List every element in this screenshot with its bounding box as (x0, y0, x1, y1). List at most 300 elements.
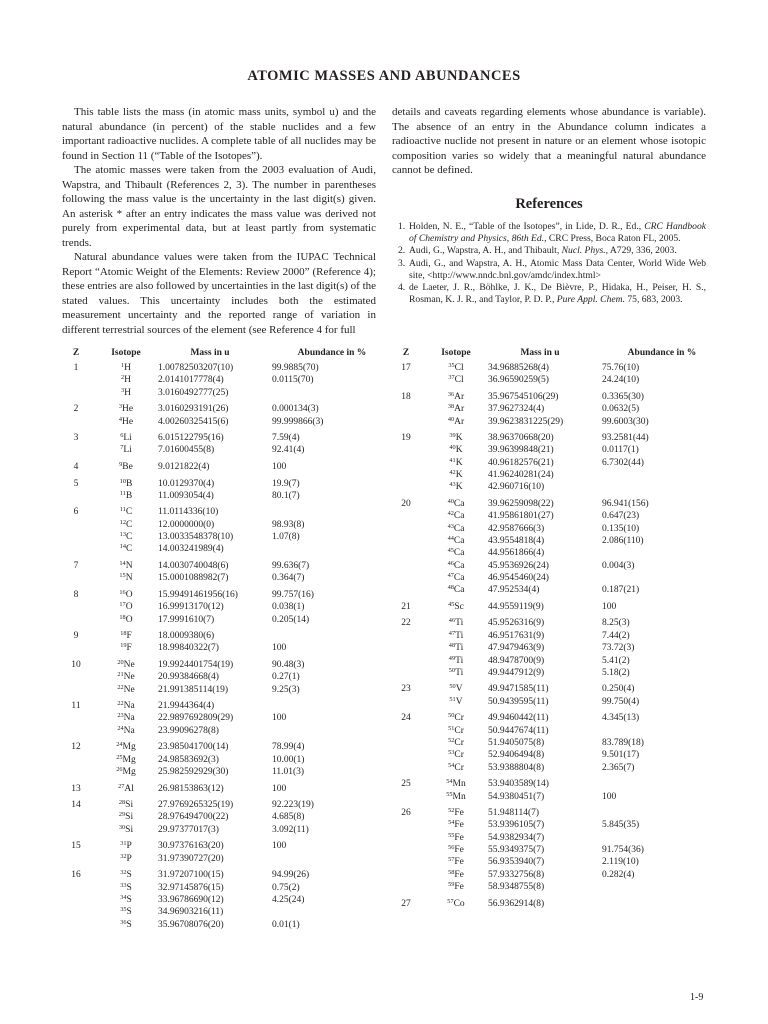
table-row (392, 844, 722, 856)
table-row (392, 881, 722, 893)
isotope (96, 725, 156, 737)
mass-number: 40 (447, 498, 454, 505)
mass-number: 39 (449, 432, 456, 440)
isotope (426, 898, 486, 910)
mass-number: 53 (448, 749, 455, 757)
mass-value: 32.97145876(15) (158, 882, 224, 893)
abundance-value: 0.3365(30) (602, 391, 644, 402)
reference-number: 4. (398, 282, 406, 294)
reference-details: , A729, 336, 2003. (605, 245, 677, 257)
isotope (96, 572, 156, 584)
atomic-number: 5 (73, 478, 79, 489)
atomic-number: 24 (401, 713, 411, 724)
element-symbol: C (125, 544, 133, 555)
reference-number: 2. (398, 245, 406, 257)
abundance-value: 100 (602, 601, 617, 612)
isotope (96, 387, 156, 399)
isotope (96, 712, 156, 724)
abundance-value: 0.187(21) (602, 585, 640, 596)
element-symbol: Ca (453, 560, 465, 571)
element-symbol: Cr (454, 750, 464, 761)
isotope (96, 630, 156, 642)
isotope (426, 457, 486, 469)
abundance-value: 6.7302(44) (602, 457, 644, 468)
table-row (62, 811, 392, 823)
atomic-number: 4 (73, 461, 79, 472)
abundance-value: 9.501(17) (602, 750, 640, 761)
mass-number: 3 (120, 386, 125, 394)
element-symbol: Ti (455, 630, 464, 641)
mass-number: 2 (120, 374, 125, 382)
table-row (392, 778, 722, 790)
isotope (96, 783, 156, 795)
isotope (96, 671, 156, 683)
table-row (392, 832, 722, 844)
table-row (392, 725, 722, 737)
mass-number: 42 (447, 510, 454, 518)
element-symbol: Ca (453, 536, 465, 547)
abundance-value: 7.59(4) (272, 433, 300, 444)
element-symbol: Ca (453, 523, 465, 534)
isotope (96, 478, 156, 490)
isotope (426, 762, 486, 774)
element-symbol: Co (453, 898, 465, 909)
isotope (426, 807, 486, 819)
mass-value: 38.96370668(20) (488, 433, 554, 444)
isotope (96, 403, 156, 415)
mass-value: 47.9479463(9) (488, 643, 545, 654)
mass-value: 44.9561866(4) (488, 548, 545, 559)
isotope (426, 630, 486, 642)
mass-number: 22 (117, 700, 124, 708)
mass-value: 48.9478700(9) (488, 655, 545, 666)
isotope (426, 584, 486, 596)
mass-number: 38 (447, 403, 455, 411)
atomic-number: 1 (73, 363, 79, 373)
atomic-number: 13 (71, 783, 81, 794)
isotope (96, 659, 156, 671)
table-row (62, 519, 392, 531)
isotope (96, 894, 156, 906)
mass-number: 49 (448, 654, 456, 662)
element-symbol: Ti (455, 643, 464, 654)
mass-value: 19.9924401754(19) (158, 659, 234, 670)
table-row (392, 712, 722, 724)
abundance-value: 2.119(10) (602, 857, 639, 868)
mass-number: 40 (447, 415, 455, 423)
mass-value: 53.9388804(8) (488, 762, 545, 773)
isotope (96, 853, 156, 865)
atomic-number: 10 (71, 659, 81, 670)
abundance-value: 75.76(10) (602, 363, 640, 373)
atomic-number: 12 (71, 742, 81, 753)
table-row (62, 444, 392, 456)
element-symbol: B (125, 478, 133, 489)
abundance-value: 73.72(3) (602, 643, 635, 654)
reference-item (392, 282, 706, 306)
table-row (62, 869, 392, 881)
isotope (96, 811, 156, 823)
isotope (426, 856, 486, 868)
mass-value: 43.9554818(4) (488, 536, 545, 547)
isotope (426, 683, 486, 695)
mass-number: 11 (119, 506, 126, 514)
abundance-value: 100 (272, 461, 287, 472)
table-row (62, 601, 392, 613)
element-symbol: V (455, 684, 463, 695)
table-row (62, 919, 392, 931)
mass-value: 24.98583692(3) (158, 754, 219, 765)
reference-item (392, 258, 706, 282)
abundance-value: 9.25(3) (272, 684, 300, 695)
mass-number: 28 (118, 799, 126, 807)
abundance-value: 0.0115(70) (272, 375, 314, 386)
mass-value: 12.0000000(0) (158, 519, 215, 530)
reference-source: CRC Handbook of Chemistry and Physics, 86th Ed. (409, 221, 706, 245)
mass-value: 25.982592929(30) (158, 767, 229, 778)
element-symbol: Ca (453, 573, 465, 584)
table-row (392, 667, 722, 679)
table-row (392, 481, 722, 493)
header-mass: Mass in u (190, 348, 230, 358)
element-symbol: Fe (454, 882, 464, 893)
intro-paragraph-3: Natural abundance values were taken from the IUPAC Technical Report “Atomic Weight of the Elements: Review 2000” (Reference 4); these entries are also followed by uncertainties in the last digit(s) of the stated values. This uncertainty includes both the estimated measurement uncertainty and the reported range of variation in different terrestrial sources of the element (see Reference 4 for full (62, 251, 377, 336)
isotope (96, 642, 156, 654)
mass-value: 39.96259098(22) (488, 499, 554, 509)
table-row (392, 416, 722, 428)
isotope (96, 840, 156, 852)
mass-value: 45.9536926(24) (488, 560, 549, 571)
mass-value: 55.9349375(7) (488, 845, 545, 856)
table-row (62, 362, 392, 374)
table-row (62, 671, 392, 683)
table-row (392, 498, 722, 510)
table-row (392, 655, 722, 667)
table-row (62, 490, 392, 502)
reference-item (392, 221, 706, 245)
isotope (426, 374, 486, 386)
mass-value: 33.96786690(12) (158, 894, 224, 905)
mass-value: 41.95861801(27) (488, 511, 554, 522)
mass-value: 31.97207100(15) (158, 870, 224, 881)
element-symbol: He (122, 404, 134, 415)
mass-value: 26.98153863(12) (158, 783, 224, 794)
mass-number: 33 (120, 881, 127, 889)
mass-value: 58.9348755(8) (488, 882, 545, 893)
abundance-value: 98.93(8) (272, 519, 305, 530)
mass-value: 23.985041700(14) (158, 742, 229, 753)
atomic-number: 25 (401, 779, 411, 790)
mass-number: 35 (448, 362, 455, 369)
table-row (62, 589, 392, 601)
mass-number: 46 (448, 617, 456, 625)
isotope (426, 844, 486, 856)
mass-value: 54.9382934(7) (488, 832, 545, 843)
atomic-number: 3 (73, 433, 79, 444)
isotope (426, 510, 486, 522)
mass-value: 28.976494700(22) (158, 812, 229, 823)
mass-value: 15.0001088982(7) (158, 573, 229, 584)
atomic-number: 6 (73, 507, 79, 518)
mass-number: 27 (118, 782, 125, 790)
atomic-number: 27 (401, 898, 411, 909)
header-z: Z (72, 348, 80, 358)
table-row (392, 601, 722, 613)
element-symbol: Fe (454, 857, 464, 868)
mass-number: 47 (448, 629, 456, 637)
atomic-number: 16 (71, 870, 81, 881)
abundance-value: 78.99(4) (272, 742, 305, 753)
table-row (62, 478, 392, 490)
mass-value: 56.9362914(8) (488, 898, 545, 909)
table-body (62, 362, 392, 931)
table-row (392, 560, 722, 572)
element-symbol: Li (123, 433, 132, 444)
table-row (392, 630, 722, 642)
isotope (426, 416, 486, 428)
atomic-number: 11 (71, 701, 81, 712)
isotope (426, 725, 486, 737)
mass-number: 51 (449, 695, 456, 703)
element-symbol: O (125, 602, 133, 613)
isotope (96, 416, 156, 428)
mass-number: 43 (447, 522, 454, 530)
reference-source: Pure Appl. Chem. (556, 294, 625, 306)
table-row (392, 642, 722, 654)
mass-number: 17 (119, 601, 126, 609)
mass-number: 19 (120, 642, 127, 650)
mass-number: 57 (448, 856, 455, 864)
mass-value: 57.9332756(8) (488, 869, 545, 880)
mass-number: 36 (120, 918, 127, 926)
abundance-value: 99.757(16) (272, 589, 314, 600)
isotope (96, 374, 156, 386)
table-row (392, 856, 722, 868)
element-symbol: Si (125, 824, 134, 835)
isotope (426, 667, 486, 679)
table-row (392, 572, 722, 584)
element-symbol: Al (124, 783, 134, 794)
mass-value: 17.9991610(7) (158, 614, 215, 625)
abundance-value: 3.092(11) (272, 824, 309, 835)
mass-value: 30.97376163(20) (158, 841, 224, 852)
abundance-value: 5.18(2) (602, 667, 630, 678)
isotope (426, 403, 486, 415)
element-symbol: C (125, 507, 133, 518)
element-symbol: Ca (453, 585, 465, 596)
mass-number: 24 (117, 724, 124, 732)
mass-value: 40.96182576(21) (488, 457, 554, 468)
mass-number: 45 (448, 600, 455, 608)
abundance-value: 4.25(24) (272, 894, 305, 905)
table-row (392, 683, 722, 695)
mass-number: 48 (448, 642, 456, 650)
element-symbol: Cl (454, 363, 464, 373)
element-symbol: Ti (455, 618, 464, 629)
element-symbol: K (455, 445, 463, 456)
mass-value: 35.96708076(20) (158, 919, 224, 930)
intro-right-column (392, 105, 706, 178)
isotope (426, 535, 486, 547)
element-symbol: B (125, 490, 133, 501)
mass-value: 50.9447674(11) (488, 725, 549, 736)
table-row (62, 403, 392, 415)
reference-item (392, 245, 706, 257)
abundance-value: 100 (272, 713, 287, 724)
mass-value: 53.9396105(7) (488, 820, 545, 831)
element-symbol: Ar (454, 416, 465, 427)
table-row (62, 614, 392, 626)
table-header (392, 348, 722, 362)
abundance-value: 93.2581(44) (602, 433, 649, 444)
atomic-number: 18 (401, 391, 411, 402)
atomic-number: 15 (71, 841, 81, 852)
element-symbol: Ca (453, 548, 465, 559)
mass-value: 21.991385114(19) (158, 684, 229, 695)
mass-number: 4 (118, 415, 123, 423)
element-symbol: S (126, 919, 132, 930)
abundance-value: 11.01(3) (272, 767, 305, 778)
element-symbol: Be (122, 461, 133, 472)
table-row (392, 457, 722, 469)
isotope (96, 519, 156, 531)
mass-number: 43 (449, 481, 456, 489)
references-heading: References (515, 196, 583, 212)
element-symbol: K (455, 482, 463, 493)
mass-value: 54.9380451(7) (488, 791, 545, 802)
mass-number: 34 (120, 893, 127, 901)
page-number: 1-9 (690, 992, 704, 1003)
abundance-value: 100 (272, 783, 287, 794)
mass-number: 35 (120, 906, 127, 914)
mass-number: 16 (119, 588, 126, 596)
table-row (62, 543, 392, 555)
table-row (392, 374, 722, 386)
table-row (62, 725, 392, 737)
table-row (62, 700, 392, 712)
abundance-value: 5.41(2) (602, 655, 630, 666)
element-symbol: H (124, 375, 132, 386)
mass-value: 23.99096278(8) (158, 725, 219, 736)
abundance-value: 0.038(1) (272, 602, 305, 613)
mass-value: 46.9517631(9) (488, 630, 545, 641)
element-symbol: Ti (455, 655, 464, 666)
element-symbol: S (126, 870, 132, 881)
abundance-value: 0.75(2) (272, 882, 300, 893)
element-symbol: Ar (454, 404, 465, 415)
isotope (96, 754, 156, 766)
element-symbol: Fe (454, 832, 464, 843)
table-row (62, 432, 392, 444)
abundance-value: 99.999866(3) (272, 416, 324, 427)
mass-value: 36.96590259(5) (488, 375, 549, 386)
mass-value: 6.015122795(16) (158, 433, 224, 444)
element-symbol: Li (123, 445, 132, 456)
table-row (392, 749, 722, 761)
isotope (426, 655, 486, 667)
abundance-value: 94.99(26) (272, 870, 310, 881)
element-symbol: Cr (454, 762, 464, 773)
isotope (426, 819, 486, 831)
mass-number: 54 (446, 778, 453, 786)
abundance-value: 0.364(7) (272, 573, 305, 584)
mass-number: 50 (449, 683, 456, 691)
mass-number: 6 (120, 432, 124, 440)
abundance-value: 2.086(110) (602, 536, 644, 547)
isotope (96, 869, 156, 881)
mass-number: 54 (448, 819, 455, 827)
element-symbol: N (125, 573, 133, 584)
mass-value: 42.9587666(3) (488, 523, 545, 534)
table-row (392, 617, 722, 629)
mass-value: 18.99840322(7) (158, 643, 219, 654)
element-symbol: Mn (452, 791, 466, 802)
mass-number: 51 (448, 724, 455, 732)
abundance-value: 0.27(1) (272, 672, 300, 683)
isotope (426, 737, 486, 749)
abundance-value: 83.789(18) (602, 737, 644, 748)
element-symbol: Cr (454, 713, 464, 724)
abundance-value: 0.282(4) (602, 869, 635, 880)
mass-value: 35.967545106(29) (488, 391, 559, 402)
element-symbol: Si (125, 812, 134, 823)
mass-value: 51.9405075(8) (488, 737, 545, 748)
mass-number: 7 (120, 444, 124, 452)
table-row (62, 572, 392, 584)
table-body (392, 362, 722, 910)
abundance-value: 92.41(4) (272, 445, 305, 456)
table-row (62, 894, 392, 906)
mass-number: 45 (447, 547, 454, 555)
mass-number: 46 (447, 559, 454, 567)
isotope (96, 560, 156, 572)
isotope-table-right (392, 348, 722, 910)
isotope (426, 601, 486, 613)
table-row (392, 547, 722, 559)
header-z: Z (402, 348, 410, 358)
element-symbol: C (125, 519, 133, 530)
intro-paragraph-1: This table lists the mass (in atomic mass units, symbol u) and the natural abundance (in percent) of the stable nuclides and a few important radioactive nuclides. A complete table of all nuclides may be found in Section 11 (“Table of the Isotopes”). (62, 106, 376, 162)
mass-number: 14 (119, 559, 126, 567)
mass-number: 13 (119, 531, 126, 539)
element-symbol: K (455, 433, 463, 444)
abundance-value: 100 (602, 791, 617, 802)
mass-value: 27.9769265325(19) (158, 800, 234, 811)
table-row (62, 712, 392, 724)
mass-value: 11.0114336(10) (158, 507, 219, 518)
header-isotope: Isotope (441, 348, 471, 358)
mass-value: 41.96240281(24) (488, 470, 554, 481)
reference-text: de Laeter, J. R., Böhlke, J. K., De Bièvre, P., Hidaka, H., Peiser, H. S., Rosman, K. J. R., and Taylor, P. D. P., (409, 282, 706, 306)
element-symbol: N (125, 560, 133, 571)
abundance-value: 5.845(35) (602, 820, 640, 831)
element-symbol: Cl (454, 375, 464, 386)
mass-value: 53.9403589(14) (488, 779, 549, 790)
mass-number: 54 (448, 761, 455, 769)
isotope (426, 391, 486, 403)
element-symbol: H (124, 387, 132, 398)
mass-value: 29.97377017(3) (158, 824, 219, 835)
mass-number: 37 (448, 374, 455, 382)
abundance-value: 99.9885(70) (272, 363, 319, 373)
element-symbol: S (126, 882, 132, 893)
element-symbol: Cr (454, 737, 464, 748)
mass-value: 34.96903216(11) (158, 907, 224, 918)
isotope (96, 506, 156, 518)
mass-number: 40 (449, 444, 456, 452)
isotope (96, 362, 156, 374)
abundance-value: 4.345(13) (602, 713, 640, 724)
